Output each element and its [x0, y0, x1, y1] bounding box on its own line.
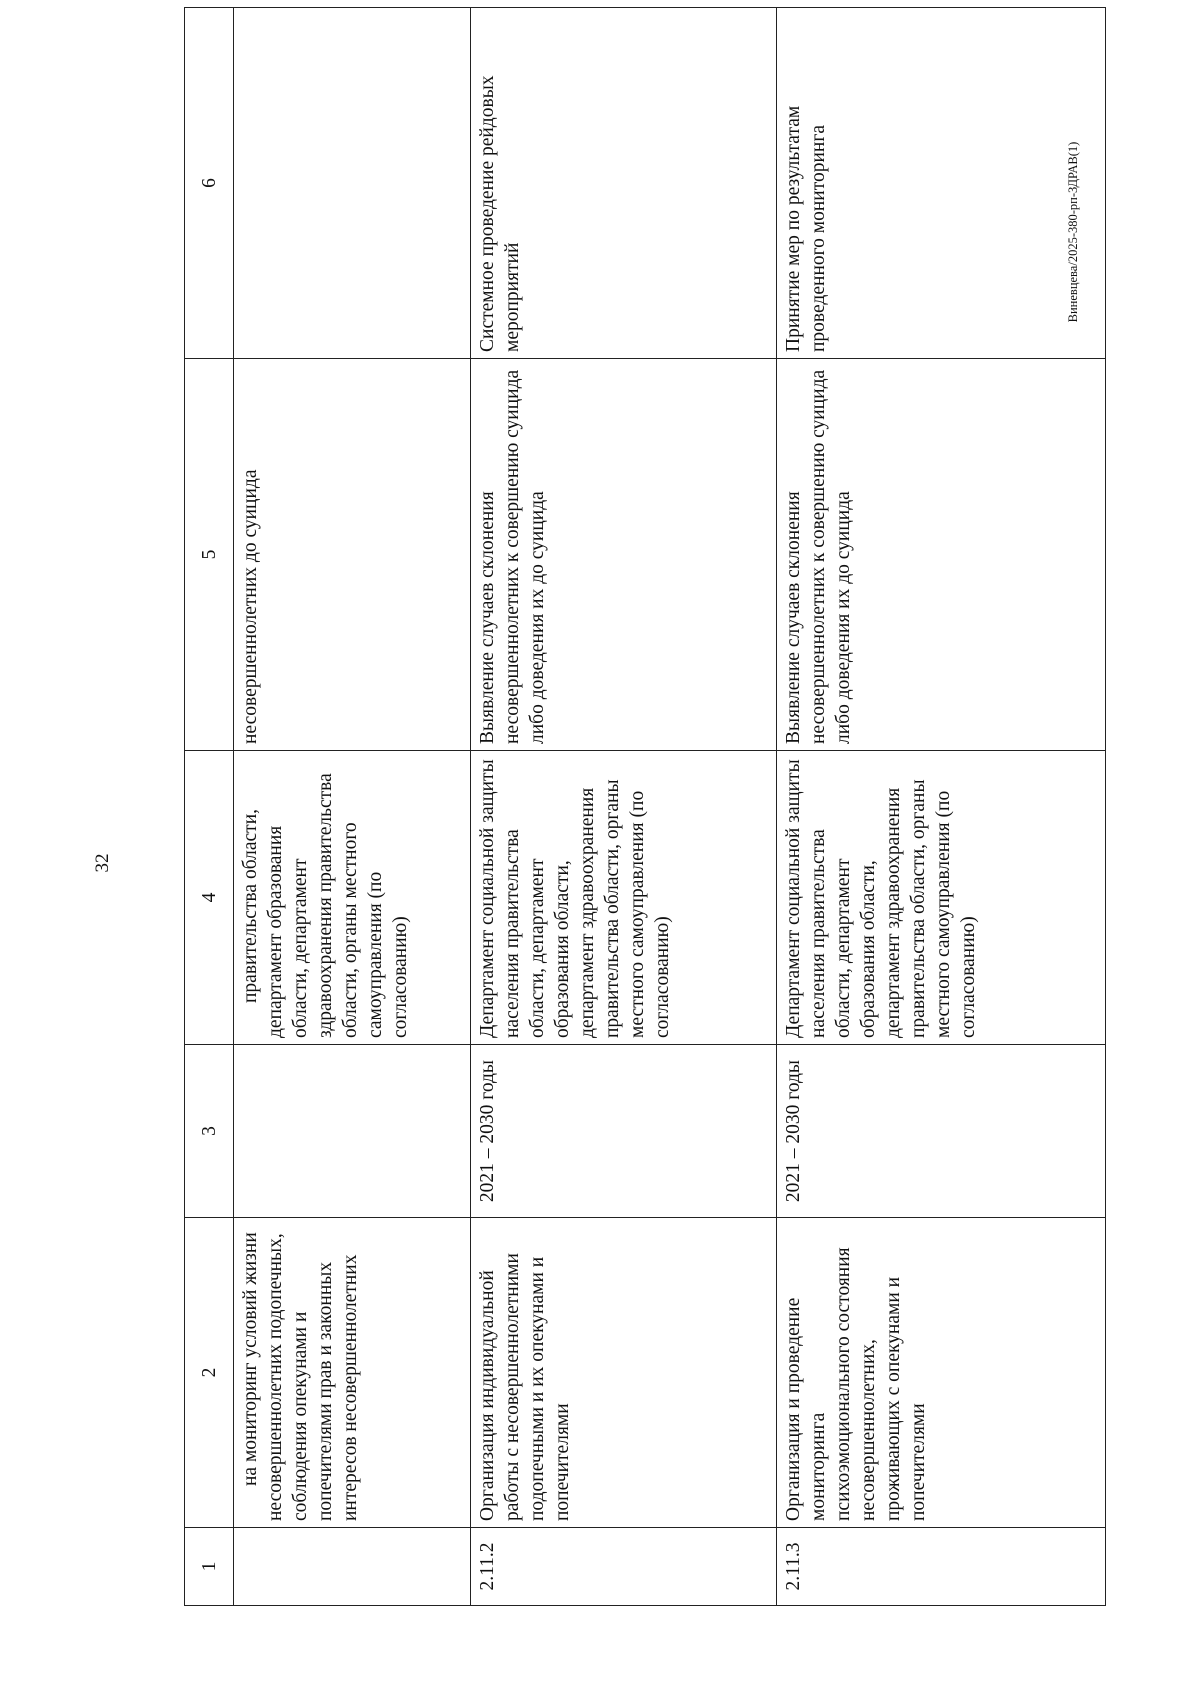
period: 2021 – 2030 годы [777, 1045, 1106, 1218]
table-row [470, 8, 777, 1606]
indicator [234, 8, 470, 359]
measure-name: Организация и проведение мониторинга психоэмоционального состояния несовершеннолетних, проживающих с опекунами и попечителями [777, 1218, 1106, 1528]
indicator: Системное проведение рейдовых мероприятий [470, 8, 777, 359]
header-col-6: 6 [185, 8, 234, 359]
header-col-2: 2 [185, 1218, 234, 1528]
page-number: 32 [92, 853, 113, 873]
header-col-1: 1 [185, 1528, 234, 1606]
table-row [234, 8, 470, 1606]
table-row [777, 8, 1106, 1606]
table-header-row [185, 8, 234, 1606]
row-number: 2.11.2 [470, 1528, 777, 1606]
rotated-table-container [184, 8, 1106, 1606]
executors: Департамент социальной защиты населения правительства области, департамент образования области, департамент здравоохранения правительства области, органы местного самоуправления (по согласованию) [777, 751, 1106, 1045]
period: 2021 – 2030 годы [470, 1045, 777, 1218]
row-number [234, 1528, 470, 1606]
expected-result: Выявление случаев склонения несовершеннолетних к совершению суицида либо доведения их до суицида [777, 359, 1106, 751]
row-number: 2.11.3 [777, 1528, 1106, 1606]
header-col-4: 4 [185, 751, 234, 1045]
measure-name: Организация индивидуальной работы с несовершеннолетними подопечными и их опекунами и попечителями [470, 1218, 777, 1528]
period [234, 1045, 470, 1218]
executors: Департамент социальной защиты населения правительства области, департамент образования области, департамент здравоохранения правительства области, органы местного самоуправления (по согласованию) [470, 751, 777, 1045]
measure-name: на мониторинг условий жизни несовершеннолетних подопечных, соблюдения опекунами и попечителями прав и законных интересов несовершеннолетних [234, 1218, 470, 1528]
header-col-5: 5 [185, 359, 234, 751]
measures-table [184, 7, 1106, 1606]
footer-file-reference: Виневцева/2025-380-рп-ЗДРАВ(1) [1066, 141, 1080, 323]
header-col-3: 3 [185, 1045, 234, 1218]
executors: правительства области, департамент образования области, департамент здравоохранения правительства области, органы местного самоуправления (по согласованию) [234, 751, 470, 1045]
expected-result: Выявление случаев склонения несовершеннолетних к совершению суицида либо доведения их до суицида [470, 359, 777, 751]
indicator: Принятие мер по результатам проведенного мониторинга [777, 8, 1106, 359]
expected-result: несовершеннолетних до суицида [234, 359, 470, 751]
